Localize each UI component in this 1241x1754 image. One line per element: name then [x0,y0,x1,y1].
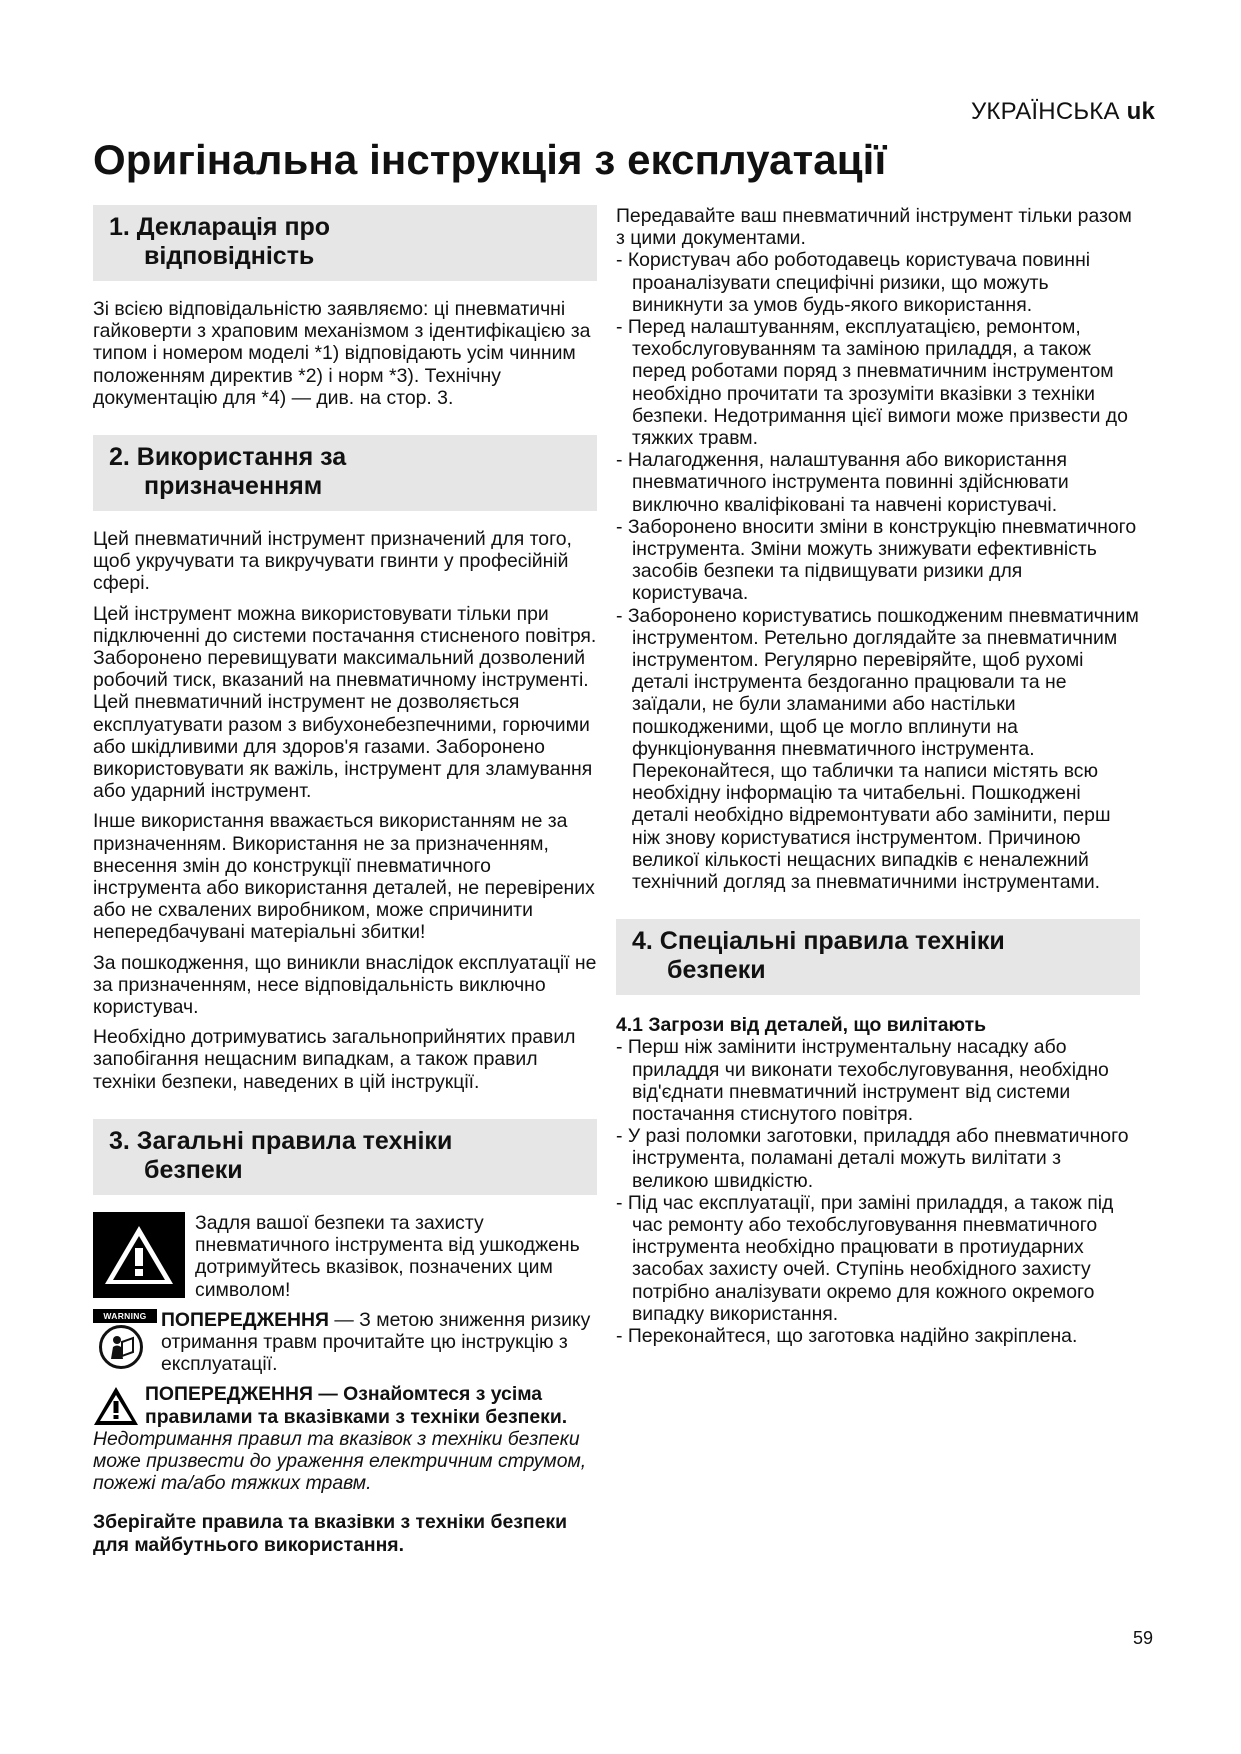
language-code: uk [1126,98,1155,125]
list-item: - Переконайтеся, що заготовка надійно закріплена. [616,1324,1078,1347]
section-2-heading [93,435,597,511]
list-item: - Налагодження, налаштування або використання пневматичного інструмента повинні здійснювати виключно кваліфіковані та навчені користувачі. [616,449,1069,516]
section-2-paragraph-4: За пошкодження, що виникли внаслідок експлуатації не за призначенням, несе відповідальність виключно користувач. [93,951,597,1019]
list-item: - Під час експлуатації, при заміні приладдя, а також під час ремонту або техобслуговування пневматичного інструмента необхідно працювати в протиударних засобах захисту очей. Ступінь необхідного захисту потрібно аналізувати окремо для кожного окремого випадку використання. [616,1191,1114,1325]
warning-read-manual-rest: — З метою зниження ризику отримання травм прочитайте цю інструкцію з експлуатації. [161,1308,591,1376]
right-intro-text: Передавайте ваш пневматичний інструмент тільки разом з цими документами. [616,205,1132,250]
section-4-heading [616,919,1140,995]
section-4-heading-line2: безпеки [667,956,766,985]
warning-read-manual-text [157,1309,597,1376]
section-2-paragraph-2: Цей інструмент можна використовувати тільки при підключенні до системи постачання стисненого повітря. Заборонено перевищувати максимальний дозволений робочий тиск, вказаний на пневматичному інструменті. Цей пневматичний інструмент не дозволяється експлуатувати разом з вибухонебезпечними, горючими або шкідливими для здоров'я газами. Заборонено використовувати як важіль, інструмент для зламування або ударний інструмент. [93,602,597,803]
section-2-paragraph-1: Цей пневматичний інструмент призначений для того, щоб укручувати та викручувати гвинти у професійній сфері. [93,528,572,595]
list-item: - Заборонено вносити зміни в конструкцію пневматичного інструмента. Зміни можуть знижувати ефективність засобів безпеки та підвищувати ризики для користувача. [616,515,1137,605]
section-2-paragraph-5: Необхідно дотримуватись загальноприйнятих правил запобігання нещасним випадкам, а також правил техніки безпеки, наведених в цій інструкції. [93,1026,576,1093]
list-item: - Користувач або роботодавець користувача повинні проаналізувати специфічні ризики, що можуть виникнути за умов будь-якого використання. [616,249,1091,316]
section-3-heading [93,1119,597,1195]
keep-instructions-text: Зберігайте правила та вказівки з техніки безпеки для майбутнього використання. [93,1511,568,1556]
section-1-heading-line1: 1. Декларація про [109,213,331,241]
warning-read-manual-bold: ПОПЕРЕДЖЕННЯ [161,1308,329,1331]
list-item: - Перш ніж замінити інструментальну насадку або приладдя чи виконати техобслуговування, необхідно від'єднати пневматичний інструмент від системи постачання стиснутого повітря. [616,1036,1109,1125]
warning-rules-bold: ПОПЕРЕДЖЕННЯ — Ознайомтеся з усіма правилами та вказівками з техніки безпеки. [145,1383,568,1428]
language-name: УКРАЇНСЬКА [970,98,1120,125]
section-2-heading-line2: призначенням [144,472,323,501]
section-1-heading-line2: відповідність [144,242,315,270]
warning-label-icon: WARNING [93,1309,157,1323]
section-2-paragraph-3: Інше використання вважається використанням не за призначенням. Використання не за призначенням, внесення змін до конструкції пневматичного інструмента або використання деталей, не перевірених або не схвалених виробником, може спричинити непередбачувані матеріальні збитки! [93,810,595,944]
general-safety-list [616,249,1140,893]
section-1-heading [93,205,597,281]
page-title: Оригінальна інструкція з експлуатації [93,136,887,183]
warning-triangle-icon [93,1212,185,1298]
language-label [971,98,1155,126]
warning-triangle-small-icon [93,1385,139,1427]
section-3-heading-line2: безпеки [144,1155,243,1184]
safety-symbol-text: Задля вашої безпеки та захисту пневматичного інструмента від ушкоджень дотримуйтесь вказівок, позначених цим символом! [195,1211,580,1301]
list-item: - У разі поломки заготовки, приладдя або пневматичного інструмента, поламані деталі можуть вилітати з великою швидкістю. [616,1125,1129,1192]
left-column [93,205,597,1556]
section-3-heading-line1: 3. Загальні правила техніки [109,1126,453,1155]
section-4-heading-line1: 4. Спеціальні правила техніки [632,927,1005,956]
read-manual-icon [99,1325,143,1369]
right-column [616,205,1140,1347]
section-4-1-subheading: 4.1 Загрози від деталей, що вилітають [616,1014,987,1037]
list-item: - Заборонено користуватись пошкодженим пневматичним інструментом. Ретельно доглядайте за пневматичним інструментом. Регулярно перевіряйте, щоб рухомі деталі інструмента бездоганно працювали та не заїдали, не були зламаними або настільки пошкодженими, щоб це могло вплинути на функціонування пневматичного інструмента. Переконайтеся, що таблички та написи містять всю необхідну інформацію та читабельні. Пошкоджені деталі необхідно відремонтувати або замінити, перш ніж знову користуватися інструментом. Причиною великої кількості нещасних випадків є неналежний технічний догляд за пневматичними інструментами. [616,604,1139,894]
safety-symbol-block [93,1212,597,1301]
list-item: - Перед налаштуванням, експлуатацією, ремонтом, техобслуговуванням та заміною приладдя, а також перед роботами поряд з пневматичним інструментом необхідно прочитати та зрозуміти вказівки з техніки безпеки. Недотримання цієї вимоги може призвести до тяжких травм. [616,316,1128,450]
section-2-heading-line1: 2. Використання за [109,443,347,472]
warning-rules-block [93,1383,597,1494]
warning-read-manual-icons [93,1309,157,1369]
warning-read-manual-block [93,1309,597,1376]
flying-parts-list [616,1036,1140,1347]
section-1-paragraph: Зі всією відповідальністю заявляємо: ці пневматичні гайковерти з храповим механізмом з ідентифікацією за типом і номером моделі *1) відповідають усім чинним положенням директив *2) і норм *3). Технічну документацію для *4) — див. на стор. 3. [93,298,591,409]
warning-rules-italic: Недотримання правил та вказівок з техніки безпеки може призвести до ураження електричним струмом, пожежі та/або тяжких травм. [93,1427,587,1495]
page-number: 59 [1132,1628,1153,1648]
